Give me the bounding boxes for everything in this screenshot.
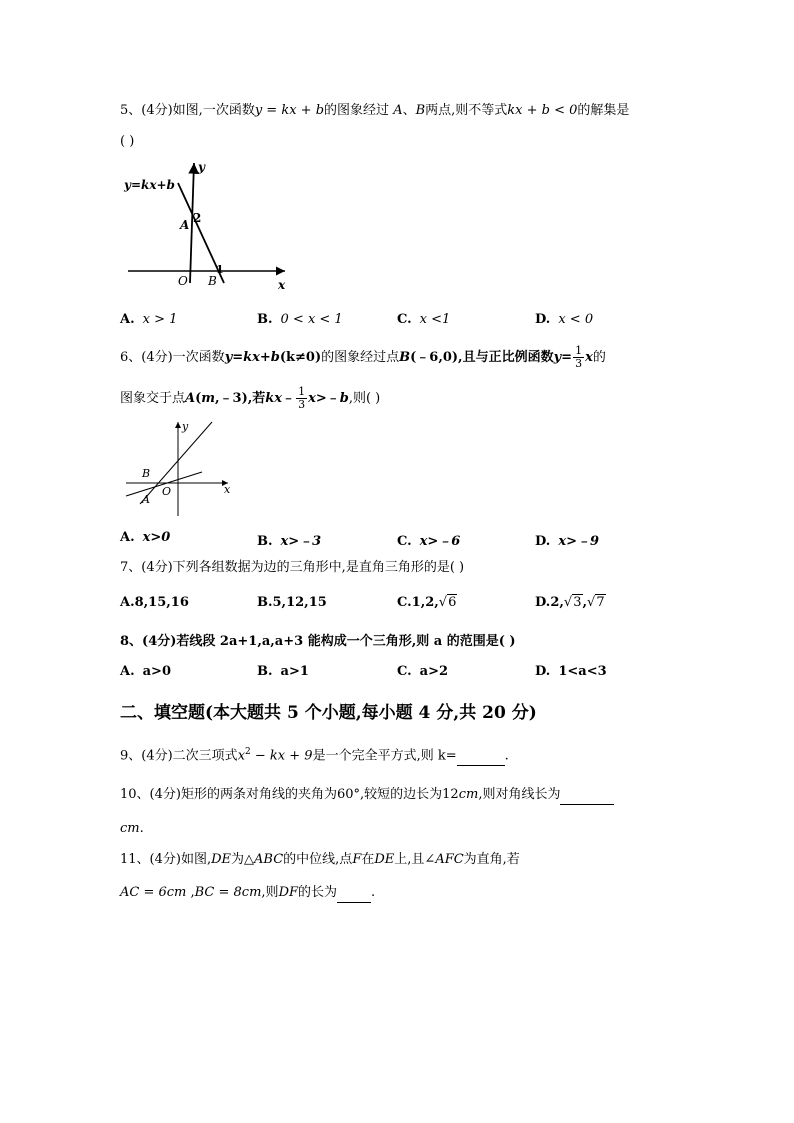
- q6-option-text: x>﹣3: [280, 534, 322, 549]
- q5-option-a[interactable]: [120, 312, 177, 327]
- q11-stem-line2: AC = 6cm ,BC = 8cm,则DF的长为 .: [120, 884, 375, 903]
- q5-option-letter: B.: [257, 312, 273, 327]
- q5-option-b[interactable]: [257, 312, 343, 327]
- q6-fraction-one-third-2: $\frac{1}{3}$: [298, 385, 306, 411]
- q8-option-text: a>2: [419, 664, 449, 679]
- q8-option-text: 1<a<3: [558, 664, 607, 679]
- section-fill-in-blank-title: 二、填空题(本大题共 5 个小题,每小题 4 分,共 20 分): [120, 703, 537, 723]
- q7-option-d[interactable]: D.2,√3,√7: [535, 595, 605, 610]
- q6-stem-line2: 图象交于点A(m,﹣3),若kx﹣ $\frac{1}{3}$ x>﹣b,则( ): [120, 385, 381, 411]
- q8-option-letter: C.: [397, 664, 412, 679]
- q8-option-c[interactable]: [397, 664, 448, 679]
- q5-option-c[interactable]: [397, 312, 450, 327]
- q9-stem: 9、(4分)二次三项式$x^2$ − kx + 9是一个完全平方式,则 k= .: [120, 743, 509, 766]
- q7-stem: 7、(4分)下列各组数据为边的三角形中,是直角三角形的是( ): [120, 560, 465, 575]
- q6-origin-label: O: [162, 485, 172, 498]
- q5-x-label: x: [278, 278, 286, 292]
- q5-answer-paren: ( ): [120, 134, 135, 149]
- q6-y-label: y: [182, 420, 189, 433]
- q5-origin-label: O: [178, 274, 188, 288]
- q5-option-letter: C.: [397, 312, 412, 327]
- q7-option-a[interactable]: A.8,15,16: [120, 595, 189, 610]
- q6-option-letter: D.: [535, 534, 551, 549]
- q5-option-text: x <1: [419, 312, 451, 327]
- q6-point-b-label: B: [142, 467, 151, 480]
- q10-stem: 10、(4分)矩形的两条对角线的夹角为60°,较短的边长为12cm,则对角线长为: [120, 786, 614, 805]
- q5-option-letter: A.: [120, 312, 135, 327]
- q6-option-letter: C.: [397, 534, 412, 549]
- q5-point-b-label: B: [208, 274, 217, 288]
- q5-option-text: x < 0: [558, 312, 594, 327]
- q5-point-a-label: A: [180, 218, 190, 232]
- q8-option-text: a>1: [280, 664, 309, 679]
- q6-option-text: x>﹣6: [419, 534, 461, 549]
- q6-option-letter: A.: [120, 530, 135, 545]
- q6-option-text: x>﹣9: [558, 534, 600, 549]
- q7-sqrt-6: √6: [438, 595, 457, 610]
- q5-option-letter: D.: [535, 312, 551, 327]
- q9-answer-blank[interactable]: [457, 747, 505, 766]
- q6-point-a-label: A: [142, 493, 150, 506]
- q8-option-text: a>0: [142, 664, 171, 679]
- q8-option-a[interactable]: [120, 664, 171, 679]
- q6-option-a[interactable]: [120, 530, 170, 545]
- q6-option-b[interactable]: [257, 530, 321, 549]
- q5-function: y = kx + b: [254, 103, 325, 118]
- q8-option-b[interactable]: [257, 664, 309, 679]
- q11-stem-line1: 11、(4分)如图,DE为△ABC的中位线,点F在DE上,且∠AFC为直角,若: [120, 852, 520, 867]
- q8-option-letter: B.: [257, 664, 273, 679]
- q6-line-kx-b: [140, 422, 212, 504]
- q5-tick-2: 2: [193, 211, 202, 225]
- q8-option-d[interactable]: [535, 664, 607, 679]
- q10-stem-line2: cm.: [120, 821, 144, 836]
- q7-option-c[interactable]: C.1,2,√6: [397, 595, 457, 610]
- q7-sqrt-7: √7: [587, 595, 605, 610]
- q6-graph: [120, 418, 245, 520]
- q5-tick-1: 1: [216, 263, 224, 276]
- q5-option-text: 0 < x < 1: [280, 312, 343, 327]
- q6-option-text: x>0: [142, 530, 171, 545]
- q5-line-label: y=kx+b: [124, 178, 175, 192]
- q6-option-d[interactable]: [535, 530, 599, 549]
- q5-option-text: x > 1: [142, 312, 178, 327]
- q7-option-b[interactable]: B.5,12,15: [257, 595, 327, 610]
- q6-option-letter: B.: [257, 534, 273, 549]
- q8-stem: 8、(4分)若线段 2a+1,a,a+3 能构成一个三角形,则 a 的范围是( ): [120, 634, 516, 649]
- q5-stem: 5、(4分)如图,一次函数y = kx + b的图象经过 A、B两点,则不等式kx + b < 0的解集是: [120, 103, 630, 118]
- q6-stem-line1: 6、(4分)一次函数y=kx+b(k≠0)的图象经过点B(﹣6,0),且与正比例函数y= $\frac{1}{3}$ x的: [120, 344, 606, 370]
- q5-option-d[interactable]: [535, 312, 593, 327]
- q6-x-label: x: [224, 483, 231, 496]
- q7-sqrt-3: √3: [563, 595, 582, 610]
- q8-option-letter: A.: [120, 664, 135, 679]
- q8-option-letter: D.: [535, 664, 551, 679]
- q6-option-c[interactable]: [397, 530, 460, 549]
- q5-graph: [120, 155, 295, 295]
- q5-y-label: y: [198, 160, 205, 174]
- q11-answer-blank[interactable]: [337, 884, 371, 903]
- q6-fraction-one-third: $\frac{1}{3}$: [575, 344, 583, 370]
- q5-inequality: kx + b < 0: [507, 103, 578, 118]
- q10-answer-blank[interactable]: [560, 786, 614, 805]
